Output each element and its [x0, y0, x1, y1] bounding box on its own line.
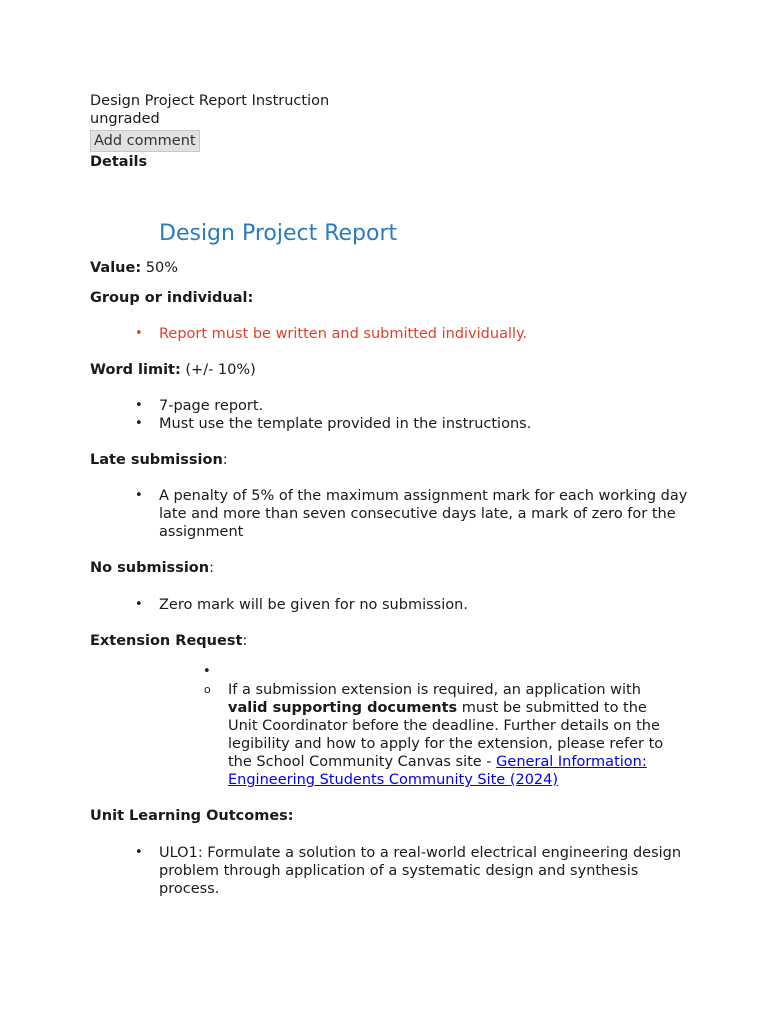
late-submission-list	[90, 487, 689, 541]
add-comment-button[interactable]: Add comment	[90, 130, 200, 152]
assignment-page	[90, 92, 690, 897]
grading-status: ungraded	[90, 111, 160, 127]
extension-bold-text: valid supporting documents	[228, 700, 458, 716]
colon: :	[242, 633, 248, 649]
assignment-title: Design Project Report Instruction	[90, 93, 330, 109]
details-heading: Details	[90, 154, 148, 170]
ulo-list	[90, 844, 689, 898]
empty-list-item	[228, 663, 678, 681]
report-title: Design Project Report	[159, 221, 398, 246]
word-limit-label: Word limit:	[90, 362, 181, 378]
colon: :	[222, 452, 228, 468]
late-submission-label: Late submission	[90, 452, 223, 468]
extension-text-start: If a submission extension is required, an application with	[228, 682, 641, 698]
value-row	[90, 259, 690, 277]
extension-item	[228, 681, 678, 789]
late-submission-row	[90, 451, 690, 469]
word-limit-value: (+/- 10%)	[185, 362, 256, 378]
word-limit-list	[90, 397, 689, 433]
no-submission-label: No submission	[90, 560, 210, 576]
no-submission-list	[90, 596, 689, 614]
group-row	[90, 289, 690, 307]
value-amount: 50%	[145, 260, 178, 276]
group-label: Group or individual:	[90, 290, 254, 306]
list-item: • Must use the template provided in the instructions.	[159, 415, 689, 433]
word-limit-row	[90, 361, 690, 379]
group-list	[90, 325, 689, 343]
colon: :	[209, 560, 214, 576]
no-submission-row	[90, 559, 690, 577]
list-item: • Zero mark will be given for no submission.	[159, 596, 689, 614]
community-site-link[interactable]: General Information: Engineering Students Community Site (2024)	[228, 754, 647, 788]
list-item: • Report must be written and submitted individually.	[159, 325, 689, 343]
extension-label: Extension Request	[90, 633, 243, 649]
extension-row	[90, 632, 690, 650]
extension-list	[90, 663, 678, 789]
list-item: • A penalty of 5% of the maximum assignment mark for each working day late and more than seven consecutive days late, a mark of zero for the assignment	[159, 487, 689, 541]
ulo-row	[90, 807, 690, 825]
list-item: • 7-page report.	[159, 397, 689, 415]
extension-text-end: must be submitted to the Unit Coordinator before the deadline. Further details on the legibility and how to apply for the extension, please refer to the School Community Canvas site -	[228, 700, 664, 770]
list-item: • ULO1: Formulate a solution to a real-world electrical engineering design problem through application of a systematic design and synthesis process.	[159, 844, 689, 898]
value-label: Value:	[90, 260, 142, 276]
ulo-label: Unit Learning Outcomes:	[90, 808, 294, 824]
